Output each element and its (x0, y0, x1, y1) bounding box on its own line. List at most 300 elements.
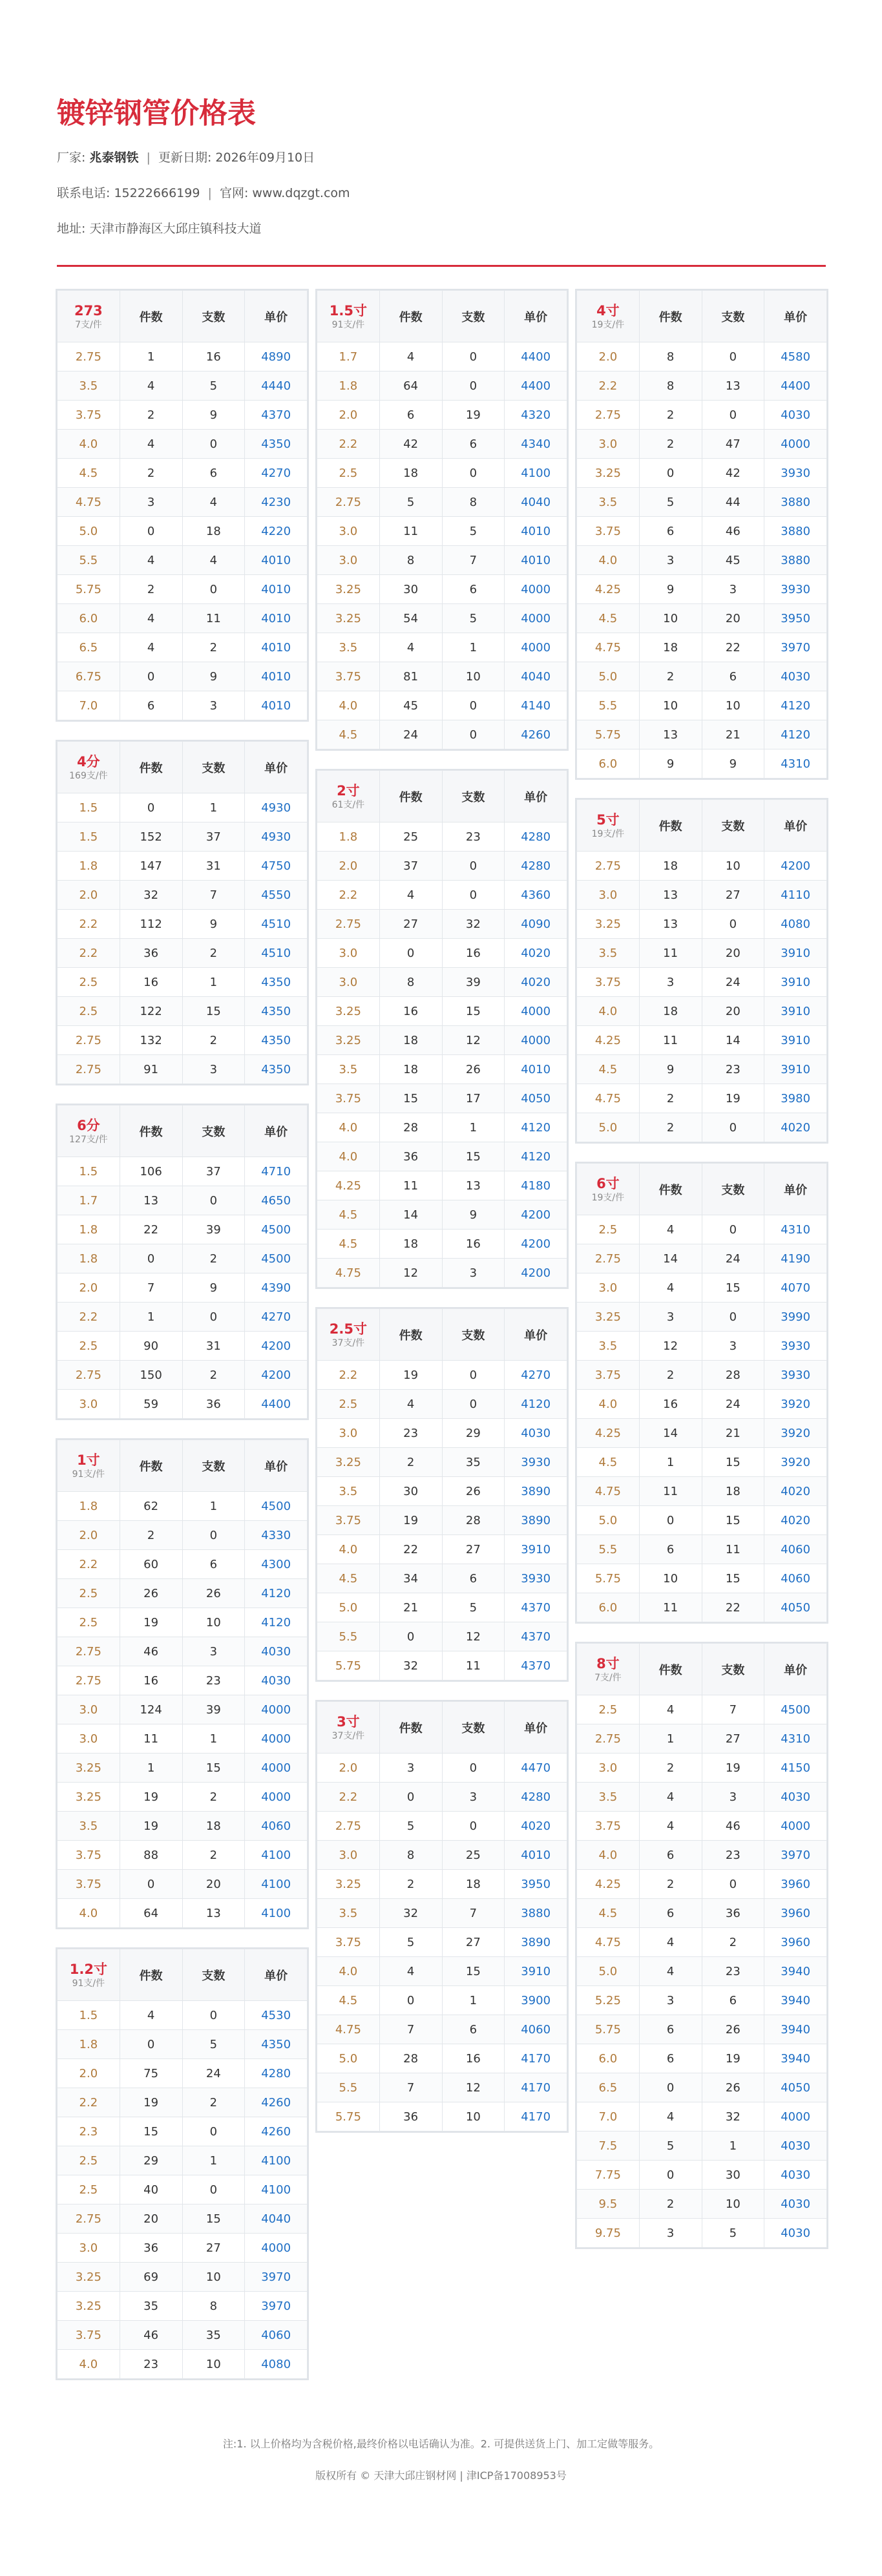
wall-thickness-cell: 6.5 (58, 633, 120, 662)
table-row (317, 488, 567, 517)
table-row (317, 1259, 567, 1288)
price-cell: 3930 (505, 1564, 567, 1593)
wall-thickness-cell: 2.2 (577, 372, 640, 401)
price-cell: 3970 (245, 2292, 308, 2321)
wall-thickness-cell: 2.5 (577, 1695, 640, 1724)
pieces-per-bundle: 19支/件 (591, 1192, 625, 1203)
qty-cell: 30 (379, 575, 442, 604)
price-cell: 4120 (764, 691, 827, 720)
table-row (58, 2146, 308, 2175)
price-cell: 4070 (764, 1273, 827, 1303)
price-table (317, 290, 567, 749)
address-line (57, 222, 826, 236)
header-row (58, 742, 308, 793)
qty-cell: 36 (379, 1142, 442, 1171)
qty-cell: 40 (120, 2175, 182, 2204)
table-row (317, 575, 567, 604)
wall-thickness-cell: 3.25 (577, 459, 640, 488)
table-row (317, 691, 567, 720)
count-header: 支数 (182, 291, 245, 342)
price-cell: 4010 (245, 691, 308, 720)
wall-thickness-cell: 3.25 (317, 604, 380, 633)
size-header (58, 1105, 120, 1157)
wall-thickness-cell: 3.5 (58, 372, 120, 401)
qty-cell: 6 (120, 691, 182, 720)
qty-cell: 5 (639, 488, 702, 517)
table-row (58, 1332, 308, 1361)
count-cell: 2 (702, 1928, 764, 1957)
price-cell: 4020 (764, 1113, 827, 1142)
wall-thickness-cell: 1.7 (317, 342, 380, 372)
count-cell: 0 (442, 1361, 505, 1390)
qty-cell: 64 (120, 1899, 182, 1928)
wall-thickness-cell: 3.5 (577, 939, 640, 968)
qty-cell: 8 (379, 1841, 442, 1870)
price-cell: 4000 (505, 633, 567, 662)
pieces-per-bundle: 37支/件 (331, 1337, 365, 1348)
count-cell: 9 (182, 401, 245, 430)
table-row (317, 1870, 567, 1899)
price-cell: 4400 (764, 372, 827, 401)
qty-cell: 4 (639, 2102, 702, 2131)
table-row (577, 749, 827, 779)
count-cell: 23 (702, 1055, 764, 1084)
wall-thickness-cell: 3.25 (317, 997, 380, 1026)
price-cell: 4200 (245, 1361, 308, 1390)
qty-cell: 6 (639, 1535, 702, 1564)
count-cell: 26 (442, 1477, 505, 1506)
table-row (317, 1171, 567, 1200)
price-cell: 4000 (245, 1783, 308, 1812)
price-cell: 4400 (245, 1390, 308, 1419)
table-row (58, 1157, 308, 1186)
price-cell: 4170 (505, 2073, 567, 2102)
table-row (317, 881, 567, 910)
qty-cell: 4 (379, 342, 442, 372)
table-row (58, 372, 308, 401)
table-row (577, 1113, 827, 1142)
price-cell: 4030 (245, 1666, 308, 1695)
count-cell: 20 (702, 604, 764, 633)
price-cell: 4010 (245, 662, 308, 691)
price-header: 单价 (505, 1702, 567, 1754)
qty-cell: 19 (120, 1608, 182, 1637)
count-cell: 0 (702, 1215, 764, 1244)
count-cell: 20 (702, 997, 764, 1026)
price-table-body (577, 852, 827, 1142)
qty-cell: 10 (639, 691, 702, 720)
qty-cell: 2 (120, 401, 182, 430)
qty-cell: 10 (639, 1564, 702, 1593)
qty-cell: 0 (379, 939, 442, 968)
count-cell: 32 (702, 2102, 764, 2131)
wall-thickness-cell: 4.0 (577, 1841, 640, 1870)
count-cell: 9 (182, 910, 245, 939)
wall-thickness-cell: 5.5 (317, 2073, 380, 2102)
qty-cell: 8 (379, 546, 442, 575)
count-cell: 1 (702, 2131, 764, 2161)
table-row (317, 1084, 567, 1113)
count-header: 支数 (182, 742, 245, 793)
wall-thickness-cell: 2.5 (58, 997, 120, 1026)
size-name: 4寸 (596, 302, 620, 319)
qty-cell: 36 (379, 2102, 442, 2131)
price-cell: 4270 (245, 459, 308, 488)
qty-cell: 1 (120, 1303, 182, 1332)
count-cell: 6 (442, 575, 505, 604)
price-cell: 4120 (505, 1390, 567, 1419)
qty-cell: 11 (639, 1026, 702, 1055)
qty-cell: 18 (379, 1230, 442, 1259)
qty-cell: 19 (120, 1812, 182, 1841)
wall-thickness-cell: 5.0 (317, 2044, 380, 2073)
qty-header: 件数 (379, 291, 442, 342)
price-cell: 3950 (764, 604, 827, 633)
wall-thickness-cell: 4.5 (317, 1200, 380, 1230)
table-row (577, 430, 827, 459)
count-cell: 19 (702, 2044, 764, 2073)
wall-thickness-cell: 2.75 (577, 852, 640, 881)
qty-cell: 1 (639, 1448, 702, 1477)
wall-thickness-cell: 4.0 (317, 1957, 380, 1986)
size-header (58, 1440, 120, 1492)
wall-thickness-cell: 2.75 (58, 1055, 120, 1084)
qty-cell: 36 (120, 939, 182, 968)
qty-cell: 2 (639, 1113, 702, 1142)
qty-cell: 4 (639, 1928, 702, 1957)
wall-thickness-cell: 4.0 (58, 1899, 120, 1928)
wall-thickness-cell: 1.8 (317, 372, 380, 401)
count-cell: 39 (182, 1215, 245, 1244)
wall-thickness-cell: 3.25 (58, 1754, 120, 1783)
qty-cell: 88 (120, 1841, 182, 1870)
qty-cell: 11 (639, 1477, 702, 1506)
price-cell: 4550 (245, 881, 308, 910)
update-date: 2026年09月10日 (215, 150, 315, 165)
table-row (577, 968, 827, 997)
wall-thickness-cell: 4.5 (317, 1564, 380, 1593)
table-row (577, 2190, 827, 2219)
wall-thickness-cell: 3.75 (317, 1928, 380, 1957)
wall-thickness-cell: 5.0 (577, 662, 640, 691)
wall-thickness-cell: 3.5 (577, 1332, 640, 1361)
table-row (58, 2117, 308, 2146)
price-cell: 3910 (764, 939, 827, 968)
price-cell: 4050 (764, 2073, 827, 2102)
table-row (317, 822, 567, 852)
wall-thickness-cell: 2.5 (58, 1332, 120, 1361)
qty-cell: 32 (379, 1651, 442, 1681)
price-header: 单价 (245, 1949, 308, 2001)
price-cell: 3890 (505, 1506, 567, 1535)
price-cell: 4080 (245, 2350, 308, 2379)
qty-cell: 13 (639, 910, 702, 939)
count-cell: 24 (182, 2059, 245, 2088)
table-row (58, 1215, 308, 1244)
wall-thickness-cell: 3.75 (317, 662, 380, 691)
wall-thickness-cell: 5.75 (317, 2102, 380, 2131)
table-row (317, 1928, 567, 1957)
wall-thickness-cell: 2.75 (58, 342, 120, 372)
table-row (58, 517, 308, 546)
qty-cell: 6 (639, 517, 702, 546)
table-row (577, 2015, 827, 2044)
price-cell: 4000 (505, 604, 567, 633)
count-cell: 8 (182, 2292, 245, 2321)
count-cell: 39 (442, 968, 505, 997)
wall-thickness-cell: 2.2 (58, 1303, 120, 1332)
wall-thickness-cell: 4.0 (317, 691, 380, 720)
count-cell: 21 (702, 720, 764, 749)
count-cell: 10 (182, 1608, 245, 1637)
wall-thickness-cell: 2.75 (58, 2204, 120, 2234)
table-row (58, 2175, 308, 2204)
count-cell: 24 (702, 968, 764, 997)
count-header: 支数 (442, 1702, 505, 1754)
site-link[interactable]: www.dqzgt.com (252, 185, 350, 200)
price-cell: 3960 (764, 1928, 827, 1957)
qty-cell: 0 (639, 1506, 702, 1535)
table-row (577, 691, 827, 720)
price-cell: 4000 (764, 1812, 827, 1841)
table-row (58, 1492, 308, 1521)
qty-cell: 112 (120, 910, 182, 939)
price-cell: 4750 (245, 852, 308, 881)
price-cell: 4500 (764, 1695, 827, 1724)
qty-cell: 2 (120, 459, 182, 488)
table-row (317, 1361, 567, 1390)
price-table-head (577, 291, 827, 342)
price-table (576, 1643, 827, 2248)
qty-cell: 24 (379, 720, 442, 749)
price-cell: 4090 (505, 910, 567, 939)
wall-thickness-cell: 3.25 (317, 575, 380, 604)
table-row (58, 939, 308, 968)
price-cell: 4030 (764, 662, 827, 691)
separator: | (207, 185, 212, 200)
qty-cell: 2 (639, 1870, 702, 1899)
count-cell: 23 (182, 1666, 245, 1695)
header-row (317, 1702, 567, 1754)
qty-cell: 5 (379, 1928, 442, 1957)
qty-cell: 22 (120, 1215, 182, 1244)
price-cell: 4280 (245, 2059, 308, 2088)
wall-thickness-cell: 4.5 (317, 720, 380, 749)
qty-header: 件数 (639, 291, 702, 342)
qty-cell: 14 (639, 1244, 702, 1273)
qty-cell: 14 (379, 1200, 442, 1230)
header-row (577, 800, 827, 852)
price-cell: 3880 (764, 488, 827, 517)
price-cell: 4370 (245, 401, 308, 430)
count-cell: 0 (182, 575, 245, 604)
price-cell: 3890 (505, 1477, 567, 1506)
wall-thickness-cell: 2.0 (317, 1754, 380, 1783)
wall-thickness-cell: 6.0 (577, 2044, 640, 2073)
table-row (58, 2350, 308, 2379)
count-cell: 0 (442, 459, 505, 488)
price-cell: 3880 (505, 1899, 567, 1928)
table-row (577, 2219, 827, 2248)
qty-cell: 26 (120, 1579, 182, 1608)
price-cell: 4020 (764, 1477, 827, 1506)
table-row (317, 430, 567, 459)
count-cell: 28 (702, 1361, 764, 1390)
count-cell: 1 (182, 968, 245, 997)
wall-thickness-cell: 7.0 (577, 2102, 640, 2131)
table-row (58, 1754, 308, 1783)
qty-cell: 4 (639, 1273, 702, 1303)
size-name: 4分 (77, 753, 100, 770)
count-cell: 16 (182, 342, 245, 372)
wall-thickness-cell: 4.25 (577, 1026, 640, 1055)
count-cell: 6 (182, 459, 245, 488)
count-cell: 20 (182, 1870, 245, 1899)
table-row (577, 1332, 827, 1361)
count-cell: 15 (702, 1448, 764, 1477)
wall-thickness-cell: 2.75 (58, 1026, 120, 1055)
header-row (317, 1309, 567, 1361)
price-table-body (317, 1754, 567, 2131)
table-row (317, 1390, 567, 1419)
phone-number[interactable]: 15222666199 (114, 185, 200, 200)
wall-thickness-cell: 5.5 (58, 546, 120, 575)
price-cell: 3970 (764, 1841, 827, 1870)
price-cell: 4140 (505, 691, 567, 720)
price-cell: 4020 (505, 1812, 567, 1841)
count-cell: 15 (442, 997, 505, 1026)
qty-cell: 32 (120, 881, 182, 910)
price-cell: 4280 (505, 822, 567, 852)
count-cell: 12 (442, 1622, 505, 1651)
price-cell: 4060 (764, 1564, 827, 1593)
price-cell: 4440 (245, 372, 308, 401)
price-table-head (577, 800, 827, 852)
wall-thickness-cell: 4.25 (317, 1171, 380, 1200)
price-cell: 4010 (245, 604, 308, 633)
table-row (577, 1506, 827, 1535)
qty-cell: 3 (639, 1303, 702, 1332)
price-table-body (317, 342, 567, 749)
wall-thickness-cell: 3.0 (317, 517, 380, 546)
price-cell: 4000 (505, 1026, 567, 1055)
price-cell: 4010 (245, 546, 308, 575)
wall-thickness-cell: 2.0 (58, 1521, 120, 1550)
count-cell: 0 (182, 430, 245, 459)
wall-thickness-cell: 3.0 (317, 968, 380, 997)
count-cell: 7 (702, 1695, 764, 1724)
price-header: 单价 (245, 742, 308, 793)
table-row (58, 488, 308, 517)
qty-cell: 0 (120, 1870, 182, 1899)
wall-thickness-cell: 5.0 (317, 1593, 380, 1622)
wall-thickness-cell: 2.5 (577, 1215, 640, 1244)
price-cell: 4370 (505, 1651, 567, 1681)
price-cell: 4650 (245, 1186, 308, 1215)
table-row (577, 2131, 827, 2161)
price-column-3 (576, 290, 827, 2268)
table-row (317, 2102, 567, 2131)
price-cell: 4040 (505, 662, 567, 691)
price-cell: 4230 (245, 488, 308, 517)
pieces-per-bundle: 7支/件 (75, 319, 102, 330)
qty-cell: 4 (379, 1390, 442, 1419)
wall-thickness-cell: 2.2 (317, 1361, 380, 1390)
table-row (577, 1419, 827, 1448)
qty-cell: 37 (379, 852, 442, 881)
wall-thickness-cell: 3.25 (317, 1448, 380, 1477)
size-header (317, 1702, 380, 1754)
price-cell: 4310 (764, 1724, 827, 1754)
qty-cell: 7 (379, 2073, 442, 2102)
wall-thickness-cell: 4.75 (317, 2015, 380, 2044)
size-header (577, 291, 640, 342)
count-cell: 5 (702, 2219, 764, 2248)
size-header (317, 1309, 380, 1361)
table-row (58, 1390, 308, 1419)
table-row (58, 1273, 308, 1303)
qty-cell: 5 (379, 1812, 442, 1841)
wall-thickness-cell: 6.5 (577, 2073, 640, 2102)
count-cell: 20 (702, 939, 764, 968)
price-cell: 4150 (764, 1754, 827, 1783)
table-row (317, 342, 567, 372)
price-header: 单价 (505, 771, 567, 822)
count-cell: 19 (702, 1754, 764, 1783)
pieces-per-bundle: 127支/件 (69, 1134, 108, 1145)
qty-cell: 6 (379, 401, 442, 430)
count-cell: 10 (182, 2263, 245, 2292)
price-cell: 4200 (505, 1230, 567, 1259)
count-cell: 26 (442, 1055, 505, 1084)
price-cell: 4320 (505, 401, 567, 430)
table-row (58, 2263, 308, 2292)
table-row (317, 1593, 567, 1622)
qty-header: 件数 (639, 1644, 702, 1695)
table-row (577, 2161, 827, 2190)
table-row (317, 1200, 567, 1230)
price-cell: 4330 (245, 1521, 308, 1550)
qty-cell: 13 (120, 1186, 182, 1215)
count-cell: 0 (702, 1303, 764, 1332)
price-cell: 4030 (505, 1419, 567, 1448)
price-cell: 4470 (505, 1754, 567, 1783)
table-row (577, 401, 827, 430)
count-cell: 0 (182, 2175, 245, 2204)
count-cell: 2 (182, 633, 245, 662)
table-row (58, 793, 308, 822)
table-row (577, 1899, 827, 1928)
count-cell: 5 (442, 604, 505, 633)
qty-cell: 23 (379, 1419, 442, 1448)
table-row (58, 910, 308, 939)
wall-thickness-cell: 4.75 (577, 1928, 640, 1957)
qty-cell: 152 (120, 822, 182, 852)
price-cell: 4270 (505, 1361, 567, 1390)
qty-cell: 42 (379, 430, 442, 459)
wall-thickness-cell: 2.2 (58, 939, 120, 968)
count-header: 支数 (182, 1105, 245, 1157)
price-table-head (58, 291, 308, 342)
count-cell: 6 (702, 662, 764, 691)
header-row (577, 1164, 827, 1215)
table-row (577, 575, 827, 604)
price-cell: 4580 (764, 342, 827, 372)
wall-thickness-cell: 5.0 (577, 1957, 640, 1986)
wall-thickness-cell: 4.5 (577, 1899, 640, 1928)
price-cell: 3930 (505, 1448, 567, 1477)
qty-header: 件数 (379, 1309, 442, 1361)
